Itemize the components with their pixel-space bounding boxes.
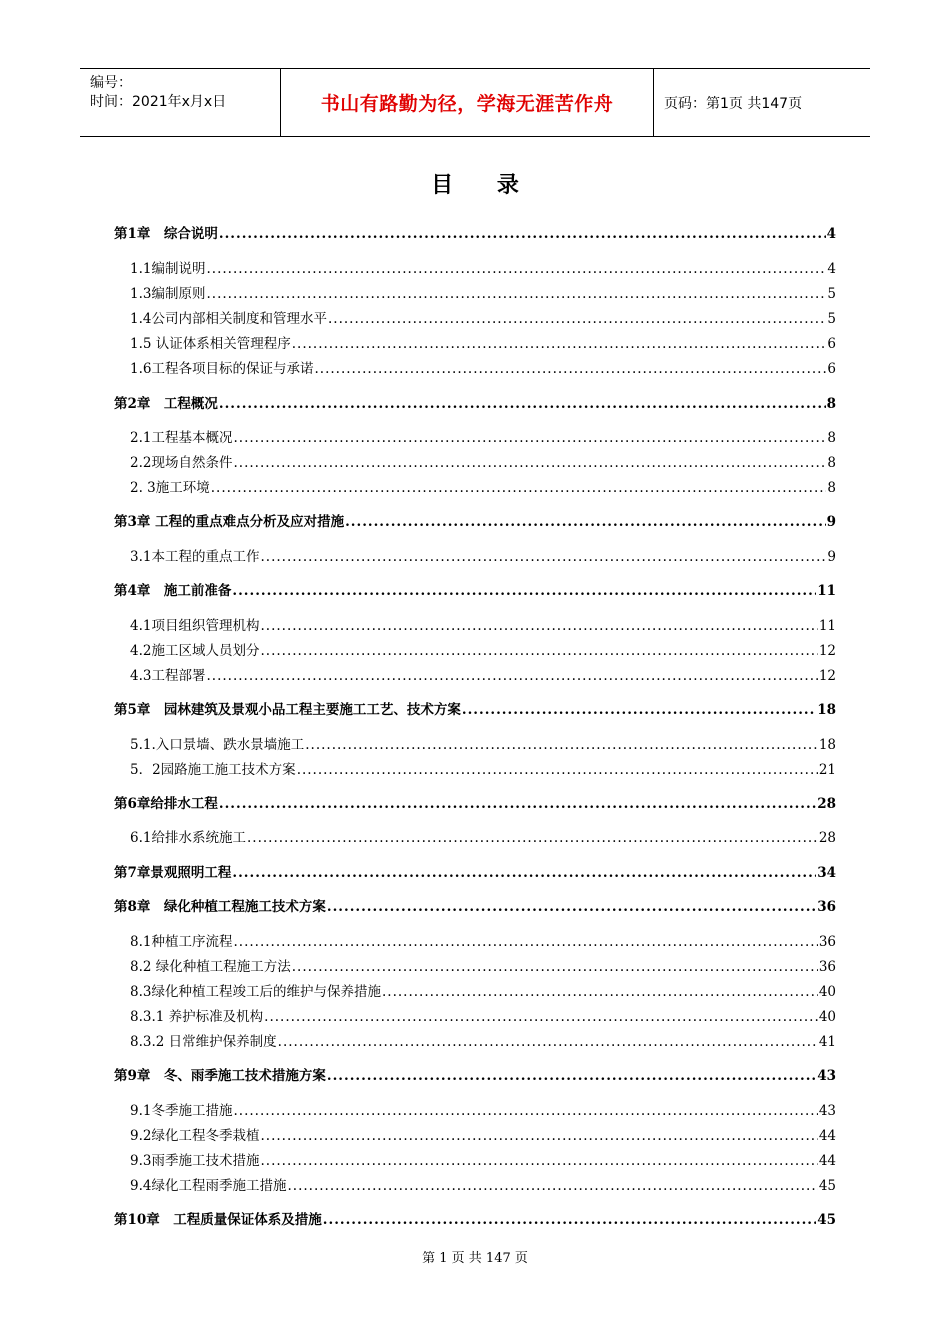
toc-leader-dots — [292, 959, 818, 975]
toc-leader-dots — [247, 830, 818, 846]
toc-leader-dots — [327, 1068, 816, 1084]
toc-leader-dots — [260, 549, 826, 565]
toc-entry-title: 8.3绿化种植工程竣工后的维护与保养措施 — [130, 984, 381, 1000]
toc-leader-dots — [206, 261, 826, 277]
toc-section-entry[interactable] — [130, 1124, 836, 1144]
toc-section-entry[interactable] — [130, 1174, 836, 1194]
header-motto: 书山有路勤为径，学海无涯苦作舟 — [281, 69, 654, 136]
toc-section-entry[interactable] — [130, 1149, 836, 1169]
toc-leader-dots — [233, 1103, 817, 1119]
toc-entry-page: 40 — [818, 1009, 836, 1025]
toc-leader-dots — [462, 702, 816, 718]
toc-entry-page: 8 — [827, 480, 836, 496]
toc-section-entry[interactable] — [130, 758, 836, 778]
toc-entry-page: 8 — [826, 396, 836, 412]
toc-leader-dots — [233, 455, 826, 471]
toc-leader-dots — [232, 865, 816, 881]
toc-entry-page: 8 — [827, 455, 836, 471]
toc-section-entry[interactable] — [130, 282, 836, 302]
toc-entry-title: 第3章 工程的重点难点分析及应对措施 — [114, 514, 345, 530]
toc-section-entry[interactable] — [130, 1030, 836, 1050]
toc-chapter-entry[interactable] — [114, 861, 836, 881]
toc-leader-dots — [382, 984, 818, 1000]
toc-leader-dots — [297, 762, 818, 778]
toc-entry-page: 6 — [827, 336, 836, 352]
toc-leader-dots — [232, 583, 816, 599]
toc-entry-page: 28 — [817, 796, 836, 812]
toc-entry-title: 8.1种植工序流程 — [130, 934, 233, 950]
toc-entry-page: 11 — [817, 583, 836, 599]
toc-chapter-entry[interactable] — [114, 579, 836, 599]
toc-entry-title: 第10章 工程质量保证体系及措施 — [114, 1212, 322, 1228]
toc-entry-title: 第6章给排水工程 — [114, 796, 218, 812]
toc-section-entry[interactable] — [130, 451, 836, 471]
toc-entry-title: 3.1本工程的重点工作 — [130, 549, 260, 565]
toc-entry-page: 4 — [827, 261, 836, 277]
toc-entry-title: 9.3雨季施工技术措施 — [130, 1153, 260, 1169]
toc-entry-title: 9.4绿化工程雨季施工措施 — [130, 1178, 287, 1194]
toc-entry-page: 43 — [817, 1068, 836, 1084]
toc-entry-title: 第8章 绿化种植工程施工技术方案 — [114, 899, 326, 915]
toc-chapter-entry[interactable] — [114, 698, 836, 718]
toc-title: 目 录 — [431, 173, 519, 198]
toc-entry-title: 9.2绿化工程冬季栽植 — [130, 1128, 260, 1144]
toc-leader-dots — [219, 796, 816, 812]
toc-entry-title: 第9章 冬、雨季施工技术措施方案 — [114, 1068, 326, 1084]
toc-entry-page: 44 — [818, 1128, 836, 1144]
toc-leader-dots — [292, 336, 827, 352]
toc-entry-title: 2.1工程基本概况 — [130, 430, 233, 446]
time-label: 时间：2021年x月x日 — [90, 94, 227, 110]
document-header — [80, 68, 870, 137]
toc-entry-title: 6.1给排水系统施工 — [130, 830, 246, 846]
toc-entry-page: 6 — [827, 361, 836, 377]
toc-entry-page: 12 — [818, 643, 836, 659]
toc-entry-title: 第7章景观照明工程 — [114, 865, 232, 881]
toc-entry-page: 12 — [818, 668, 836, 684]
header-page-label: 页码：第1页 共147页 — [664, 95, 803, 112]
toc-leader-dots — [328, 311, 826, 327]
toc-entry-title: 第4章 施工前准备 — [114, 583, 232, 599]
toc-leader-dots — [206, 668, 817, 684]
toc-leader-dots — [211, 480, 827, 496]
toc-section-entry[interactable] — [130, 307, 836, 327]
toc-leader-dots — [264, 1009, 818, 1025]
toc-section-entry[interactable] — [130, 1005, 836, 1025]
toc-leader-dots — [345, 514, 826, 530]
toc-entry-page: 28 — [818, 830, 836, 846]
toc-entry-title: 4.2施工区域人员划分 — [130, 643, 260, 659]
toc-entry-title: 1.4公司内部相关制度和管理水平 — [130, 311, 327, 327]
toc-entry-page: 45 — [817, 1212, 836, 1228]
toc-section-entry[interactable] — [130, 614, 836, 634]
toc-leader-dots — [206, 286, 826, 302]
toc-leader-dots — [314, 361, 826, 377]
toc-section-entry[interactable] — [130, 980, 836, 1000]
toc-leader-dots — [260, 1128, 817, 1144]
toc-entry-page: 36 — [818, 959, 836, 975]
toc-entry-page: 45 — [818, 1178, 836, 1194]
toc-entry-page: 18 — [818, 737, 836, 753]
toc-leader-dots — [278, 1034, 818, 1050]
toc-chapter-entry[interactable] — [114, 222, 836, 242]
toc-entry-title: 1.5 认证体系相关管理程序 — [130, 336, 291, 352]
toc-entry-title: 第5章 园林建筑及景观小品工程主要施工工艺、技术方案 — [114, 702, 461, 718]
toc-entry-title: 1.6工程各项目标的保证与承诺 — [130, 361, 314, 377]
toc-leader-dots — [233, 430, 826, 446]
toc-leader-dots — [219, 226, 826, 242]
toc-leader-dots — [305, 737, 818, 753]
toc-chapter-entry[interactable] — [114, 510, 836, 530]
toc-entry-page: 44 — [818, 1153, 836, 1169]
toc-leader-dots — [323, 1212, 816, 1228]
header-meta — [80, 69, 281, 136]
toc-entry-page: 40 — [818, 984, 836, 1000]
toc-section-entry[interactable] — [130, 733, 836, 753]
toc-entry-page: 4 — [826, 226, 836, 242]
toc-section-entry[interactable] — [130, 357, 836, 377]
toc-leader-dots — [287, 1178, 817, 1194]
toc-section-entry[interactable] — [130, 1099, 836, 1119]
toc-chapter-entry[interactable] — [114, 792, 836, 812]
toc-entry-page: 36 — [818, 934, 836, 950]
toc-chapter-entry[interactable] — [114, 1208, 836, 1228]
toc-entry-page: 34 — [817, 865, 836, 881]
toc-entry-title: 5.1.入口景墙、跌水景墙施工 — [130, 737, 305, 753]
toc-entry-title: 第1章 综合说明 — [114, 226, 218, 242]
toc-entry-page: 5 — [827, 311, 836, 327]
toc-section-entry[interactable] — [130, 664, 836, 684]
toc-section-entry[interactable] — [130, 332, 836, 352]
toc-leader-dots — [260, 618, 817, 634]
toc-leader-dots — [260, 1153, 817, 1169]
toc-entry-page: 11 — [818, 618, 836, 634]
toc-entry-page: 21 — [818, 762, 836, 778]
toc-chapter-entry[interactable] — [114, 1064, 836, 1084]
toc-section-entry[interactable] — [130, 826, 836, 846]
toc-leader-dots — [260, 643, 817, 659]
toc-chapter-entry[interactable] — [114, 392, 836, 412]
toc-entry-title: 8.3.1 养护标准及机构 — [130, 1009, 264, 1025]
number-label: 编号： — [90, 75, 132, 91]
toc-entry-page: 43 — [818, 1103, 836, 1119]
toc-entry-page: 9 — [826, 514, 836, 530]
toc-section-entry[interactable] — [130, 639, 836, 659]
toc-leader-dots — [219, 396, 826, 412]
toc-entry-page: 5 — [827, 286, 836, 302]
toc-entry-title: 8.2 绿化种植工程施工方法 — [130, 959, 291, 975]
page-footer: 第 1 页 共 147 页 — [422, 1251, 528, 1266]
toc-entry-page: 18 — [817, 702, 836, 718]
toc-chapter-entry[interactable] — [114, 895, 836, 915]
toc-section-entry[interactable] — [130, 476, 836, 496]
toc-leader-dots — [233, 934, 817, 950]
toc-entry-title: 第2章 工程概况 — [114, 396, 218, 412]
toc-entry-page: 8 — [827, 430, 836, 446]
toc-entry-title: 2. 3施工环境 — [130, 480, 210, 496]
toc-section-entry[interactable] — [130, 426, 836, 446]
toc-section-entry[interactable] — [130, 930, 836, 950]
toc-entry-title: 2.2现场自然条件 — [130, 455, 233, 471]
toc-entry-page: 9 — [827, 549, 836, 565]
toc-entry-page: 41 — [818, 1034, 836, 1050]
toc-entry-title: 1.3编制原则 — [130, 286, 206, 302]
toc-entry-title: 5．2园路施工施工技术方案 — [130, 762, 296, 778]
toc-leader-dots — [327, 899, 816, 915]
toc-entry-page: 36 — [817, 899, 836, 915]
toc-entry-title: 1.1编制说明 — [130, 261, 206, 277]
toc-section-entry[interactable] — [130, 545, 836, 565]
toc-entry-title: 9.1冬季施工措施 — [130, 1103, 233, 1119]
toc-section-entry[interactable] — [130, 955, 836, 975]
toc-entry-title: 4.3工程部署 — [130, 668, 206, 684]
toc-entry-title: 8.3.2 日常维护保养制度 — [130, 1034, 277, 1050]
toc-entry-title: 4.1项目组织管理机构 — [130, 618, 260, 634]
toc-section-entry[interactable] — [130, 257, 836, 277]
